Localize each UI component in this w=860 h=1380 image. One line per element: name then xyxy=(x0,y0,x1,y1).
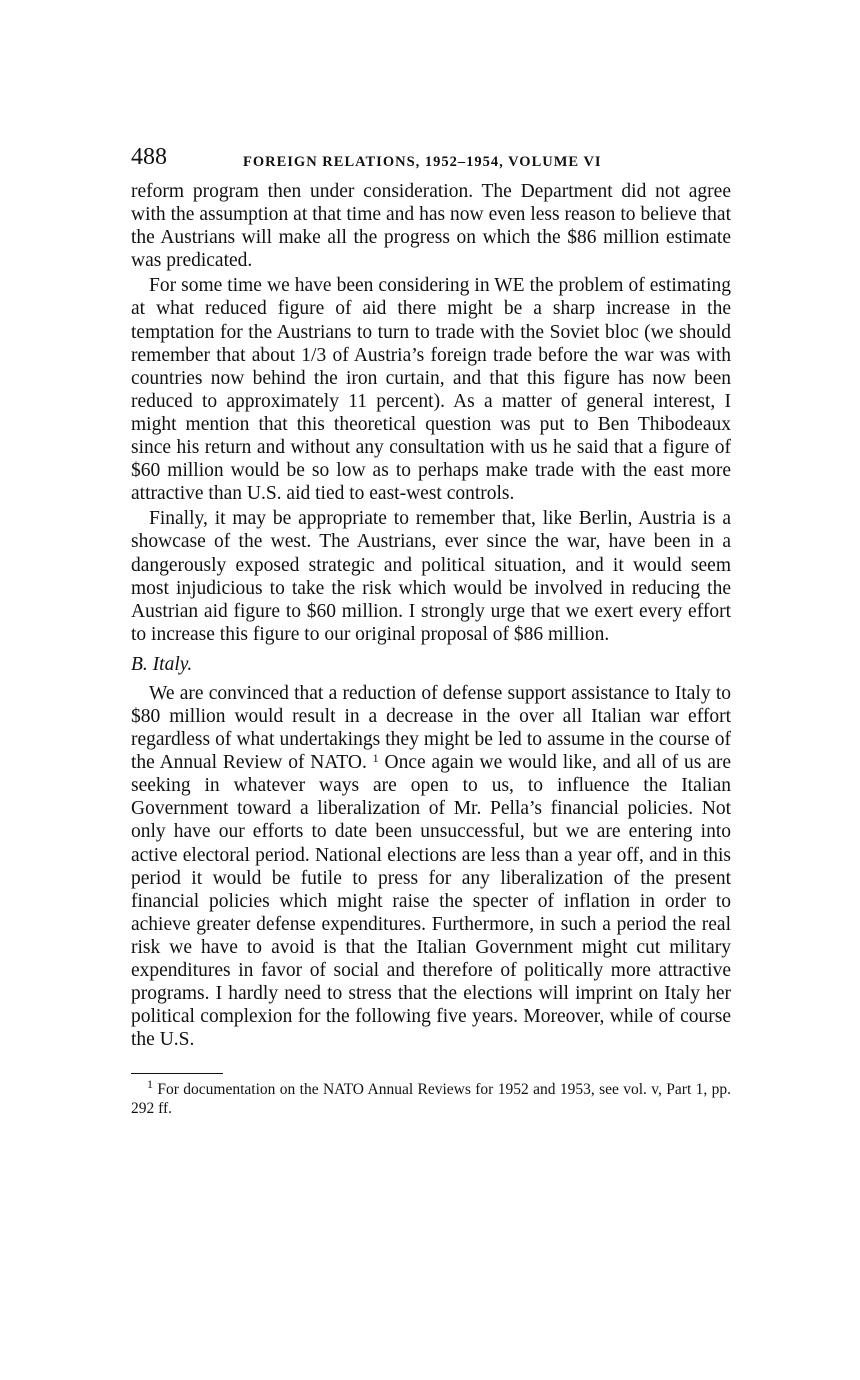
footnote xyxy=(131,1077,731,1118)
section-heading-italy: B. Italy. xyxy=(131,653,193,675)
paragraph-italy xyxy=(131,682,731,1052)
footnote-divider xyxy=(131,1073,223,1074)
paragraph-austria-showcase: Finally, it may be appropriate to remember that, like Berlin, Austria is a showcase of the west. The Austrians, ever since the war, have been in a dangerously exposed strategic and political situation, and it would seem most injudicious to take the risk which would be involved in reducing the Austrian aid figure to $60 million. I strongly urge that we exert every effort to increase this figure to our original proposal of $86 million. xyxy=(131,508,731,645)
paragraph-italy-part-2: Once again we would like, and all of us are seeking in whatever ways are open to us, to influence the Italian Government toward a liberalization of Mr. Pella’s financial policies. Not only have our efforts to date been unsuccessful, but we are entering into active electoral period. National elections are less than a year off, and in this period it would be futile to press for any liberalization of the present financial policies which might raise the specter of inflation in order to achieve greater defense expenditures. Furthermore, in such a period the real risk we have to avoid is that the Italian Government might cut military expenditures in favor of social and therefore of politically more attractive programs. I hardly need to stress that the elections will imprint on Italy her political complexion for the following five years. Moreover, while of course the U.S. xyxy=(131,752,732,1051)
footnote-text: For documentation on the NATO Annual Reviews for 1952 and 1953, see vol. v, Part 1, pp. 292 ff. xyxy=(131,1081,731,1118)
footnote-reference: 1 xyxy=(372,751,379,766)
running-head: FOREIGN RELATIONS, 1952–1954, VOLUME VI xyxy=(243,154,602,170)
paragraph-italy-part-1: We are convinced that a reduction of defense support assistance to Italy to $80 million would result in a decrease in the over all Italian war effort regardless of what undertakings they might be led to assume in the course of the Annual Review of NATO. xyxy=(131,682,731,774)
footnote-marker: 1 xyxy=(147,1077,153,1092)
page-number: 488 xyxy=(131,144,167,170)
page-header xyxy=(131,142,731,180)
body-text xyxy=(131,180,731,1051)
document-page xyxy=(131,142,731,1118)
paragraph-trade-with-soviet-bloc: For some time we have been considering in WE the problem of estimating at what reduced figure of aid there might be a sharp increase in the temptation for the Austrians to turn to trade with the Soviet bloc (we should remember that about 1/3 of Austria’s foreign trade before the war was with countries now behind the iron curtain, and that this figure has now been reduced to approximately 11 percent). As a matter of general interest, I might mention that this theoretical question was put to Ben Thibodeaux since his return and without any consultation with us he said that a figure of $60 million would be so low as to perhaps make trade with the east more attractive than U.S. aid tied to east-west controls. xyxy=(131,275,731,505)
paragraph-continuation: reform program then under consideration. The Department did not agree with the assumption at that time and has now even less reason to believe that the Austrians will make all the progress on which the $86 million estimate was predicated. xyxy=(131,181,731,272)
